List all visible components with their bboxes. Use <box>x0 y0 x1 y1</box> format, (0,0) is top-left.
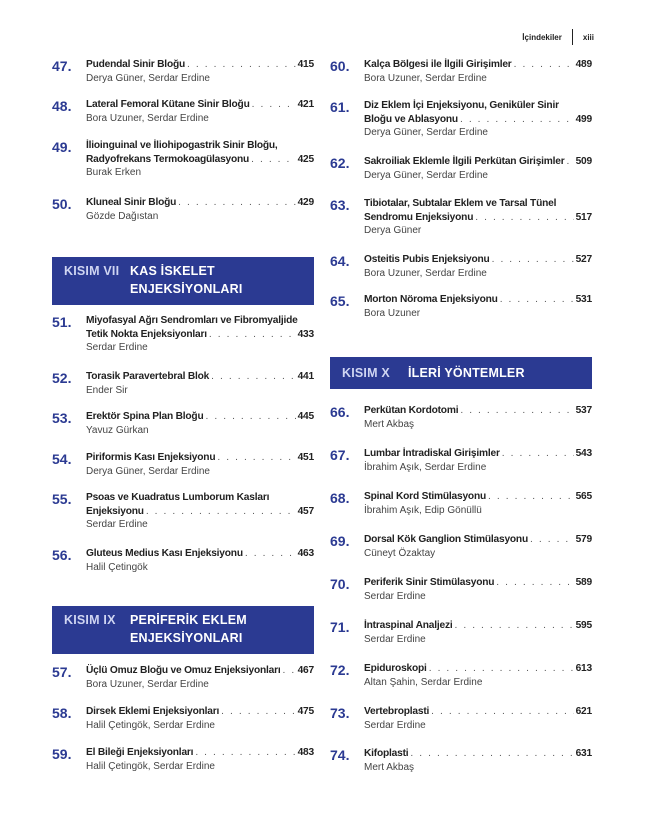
leader-dots <box>251 153 296 167</box>
leader-dots <box>431 705 573 719</box>
chapter-authors: Bora Uzuner, Serdar Erdine <box>364 267 487 279</box>
leader-dots <box>496 576 573 590</box>
toc-entry-65[interactable] <box>330 293 592 333</box>
toc-entry-70[interactable] <box>330 576 592 619</box>
chapter-number: 61. <box>330 99 350 115</box>
toc-entry-51[interactable] <box>52 314 314 370</box>
chapter-number: 67. <box>330 447 350 463</box>
chapter-title: Spinal Kord Stimülasyonu <box>364 491 486 502</box>
part-band-x <box>330 357 592 389</box>
leader-dots <box>146 505 296 519</box>
chapter-number: 58. <box>52 705 72 721</box>
chapter-authors: Bora Uzuner, Serdar Erdine <box>86 678 209 690</box>
chapter-page: 509 <box>575 156 592 167</box>
chapter-title-line1: Psoas ve Kuadratus Lumborum Kasları <box>86 492 270 503</box>
running-head: İçindekiler <box>522 32 562 42</box>
chapter-title: Periferik Sinir Stimülasyonu <box>364 577 495 588</box>
chapter-page: 499 <box>575 113 592 125</box>
chapter-page: 531 <box>575 294 592 305</box>
chapter-title: Osteitis Pubis Enjeksiyonu <box>364 254 490 265</box>
chapter-authors: Mert Akbaş <box>364 761 415 773</box>
chapter-title: Epiduroskopi <box>364 663 427 674</box>
toc-entry-62[interactable] <box>330 155 592 197</box>
part-band-ix <box>52 606 314 654</box>
toc-entry-50[interactable] <box>52 196 314 236</box>
toc-entry-54[interactable] <box>52 451 314 491</box>
chapter-number: 56. <box>52 547 72 563</box>
chapter-title: Kifoplasti <box>364 748 409 759</box>
chapter-page: 451 <box>297 452 314 463</box>
leader-dots <box>209 328 296 342</box>
chapter-title: Tetik Nokta Enjeksiyonları <box>86 328 207 340</box>
chapter-page: 421 <box>297 99 314 110</box>
chapter-authors: Burak Erken <box>86 167 142 178</box>
part-label: KISIM IX <box>64 613 116 627</box>
leader-dots <box>187 58 296 72</box>
chapter-number: 65. <box>330 293 350 309</box>
chapter-title: Enjeksiyonu <box>86 505 144 517</box>
chapter-number: 71. <box>330 619 350 635</box>
chapter-title: Sakroiliak Eklemle İlgili Perkütan Girişimler <box>364 156 565 167</box>
part-title-line1: PERİFERİK EKLEM <box>130 613 247 627</box>
chapter-authors: Derya Güner, Serdar Erdine <box>364 169 488 181</box>
chapter-authors: Halil Çetingök, Serdar Erdine <box>86 760 215 772</box>
leader-dots <box>221 705 295 719</box>
chapter-authors: Cüneyt Özaktay <box>364 547 436 559</box>
toc-entry-63[interactable] <box>330 197 592 253</box>
leader-dots <box>245 547 296 561</box>
leader-dots <box>567 155 574 169</box>
leader-dots <box>195 746 295 760</box>
leader-dots <box>217 451 295 465</box>
toc-entry-58[interactable] <box>52 705 314 746</box>
toc-entry-71[interactable] <box>330 619 592 662</box>
chapter-authors: İbrahim Aşık, Serdar Erdine <box>364 461 487 473</box>
chapter-title: Piriformis Kası Enjeksiyonu <box>86 452 216 463</box>
chapter-authors: Altan Şahin, Serdar Erdine <box>364 676 483 688</box>
toc-entry-68[interactable] <box>330 490 592 533</box>
chapter-authors: Yavuz Gürkan <box>86 424 149 436</box>
chapter-title: Perkütan Kordotomi <box>364 405 459 416</box>
chapter-number: 73. <box>330 705 350 721</box>
leader-dots <box>475 211 573 225</box>
chapter-number: 50. <box>52 196 72 212</box>
chapter-title: Bloğu ve Ablasyonu <box>364 113 458 125</box>
chapter-title: Üçlü Omuz Bloğu ve Omuz Enjeksiyonları <box>86 665 281 676</box>
chapter-number: 49. <box>52 139 72 155</box>
chapter-page: 565 <box>575 491 592 502</box>
chapter-title-line1: Tibiotalar, Subtalar Eklem ve Tarsal Tünel <box>364 198 557 209</box>
chapter-page: 489 <box>575 59 592 70</box>
chapter-title: Gluteus Medius Kası Enjeksiyonu <box>86 548 243 559</box>
leader-dots <box>410 747 573 761</box>
chapter-title: Dirsek Eklemi Enjeksiyonları <box>86 706 220 717</box>
chapter-number: 55. <box>52 491 72 507</box>
chapter-number: 54. <box>52 451 72 467</box>
part-title-line2: ENJEKSİYONLARI <box>130 282 243 296</box>
chapter-number: 53. <box>52 410 72 426</box>
chapter-authors: Ender Sir <box>86 384 128 396</box>
chapter-page: 613 <box>575 663 592 674</box>
chapter-authors: Derya Güner, Serdar Erdine <box>86 465 210 477</box>
chapter-title: Morton Nöroma Enjeksiyonu <box>364 294 498 305</box>
chapter-number: 48. <box>52 98 72 114</box>
chapter-authors: Derya Güner, Serdar Erdine <box>86 72 210 84</box>
chapter-title: Lumbar İntradiskal Girişimler <box>364 448 500 459</box>
page-header <box>522 30 594 44</box>
chapter-page: 433 <box>297 328 314 340</box>
leader-dots <box>514 58 574 72</box>
chapter-title: Erektör Spina Plan Bloğu <box>86 411 204 422</box>
chapter-page: 621 <box>575 706 592 717</box>
chapter-number: 52. <box>52 370 72 386</box>
chapter-page: 483 <box>297 747 314 758</box>
page-number: xiii <box>582 32 594 42</box>
chapter-authors: Halil Çetingök <box>86 561 148 573</box>
chapter-title: El Bileği Enjeksiyonları <box>86 747 194 758</box>
toc-entry-59[interactable] <box>52 746 314 786</box>
chapter-title: İntraspinal Analjezi <box>364 620 453 631</box>
chapter-number: 68. <box>330 490 350 506</box>
chapter-number: 51. <box>52 314 72 330</box>
chapter-authors: Serdar Erdine <box>364 719 426 731</box>
chapter-number: 60. <box>330 58 350 74</box>
chapter-page: 467 <box>297 665 314 676</box>
toc-entry-48[interactable] <box>52 98 314 139</box>
leader-dots <box>502 447 574 461</box>
chapter-title: Radyofrekans Termokoagülasyonu <box>86 153 250 165</box>
part-title-line2: ENJEKSİYONLARI <box>130 631 243 645</box>
chapter-page: 463 <box>297 548 314 559</box>
toc-entry-47[interactable] <box>52 58 314 98</box>
chapter-authors: Serdar Erdine <box>364 590 426 602</box>
chapter-page: 517 <box>575 211 592 223</box>
leader-dots <box>429 662 574 676</box>
chapter-page: 543 <box>575 448 592 459</box>
toc-entry-73[interactable] <box>330 705 592 747</box>
chapter-number: 72. <box>330 662 350 678</box>
toc-entry-67[interactable] <box>330 447 592 490</box>
chapter-number: 62. <box>330 155 350 171</box>
leader-dots <box>205 410 295 424</box>
toc-entry-56[interactable] <box>52 547 314 587</box>
chapter-page: 425 <box>297 153 314 165</box>
leader-dots <box>460 404 573 418</box>
chapter-authors: Derya Güner, Serdar Erdine <box>364 127 488 138</box>
chapter-title: Kalça Bölgesi ile İlgili Girişimler <box>364 59 512 70</box>
chapter-title: Kluneal Sinir Bloğu <box>86 197 177 208</box>
chapter-page: 457 <box>297 505 314 517</box>
chapter-authors: Halil Çetingök, Serdar Erdine <box>86 719 215 731</box>
leader-dots <box>252 98 296 112</box>
part-label: KISIM X <box>342 366 390 380</box>
chapter-number: 63. <box>330 197 350 213</box>
chapter-page: 527 <box>575 254 592 265</box>
chapter-authors: İbrahim Aşık, Edip Gönüllü <box>364 504 482 516</box>
leader-dots <box>283 664 296 678</box>
chapter-page: 595 <box>575 620 592 631</box>
chapter-title-line1: Diz Eklem İçi Enjeksiyonu, Geniküler Sinir <box>364 100 559 111</box>
chapter-title: Pudendal Sinir Bloğu <box>86 59 186 70</box>
chapter-number: 70. <box>330 576 350 592</box>
toc-column-right <box>330 58 592 787</box>
chapter-authors: Serdar Erdine <box>364 633 426 645</box>
chapter-number: 64. <box>330 253 350 269</box>
chapter-title: Lateral Femoral Kütane Sinir Bloğu <box>86 99 250 110</box>
chapter-authors: Derya Güner <box>364 225 422 236</box>
chapter-authors: Bora Uzuner, Serdar Erdine <box>86 112 209 124</box>
chapter-page: 631 <box>575 748 592 759</box>
chapter-number: 74. <box>330 747 350 763</box>
toc-entry-66[interactable] <box>330 404 592 447</box>
chapter-page: 589 <box>575 577 592 588</box>
toc-entry-49[interactable] <box>52 139 314 196</box>
chapter-number: 57. <box>52 664 72 680</box>
chapter-authors: Gözde Dağıstan <box>86 210 159 222</box>
chapter-title: Dorsal Kök Ganglion Stimülasyonu <box>364 534 528 545</box>
leader-dots <box>500 293 574 307</box>
toc-column-left <box>52 58 314 786</box>
chapter-title: Sendromu Enjeksiyonu <box>364 211 474 223</box>
leader-dots <box>211 370 295 384</box>
toc-entry-69[interactable] <box>330 533 592 576</box>
chapter-number: 59. <box>52 746 72 762</box>
leader-dots <box>488 490 574 504</box>
leader-dots <box>492 253 574 267</box>
leader-dots <box>530 533 574 547</box>
part-label: KISIM VII <box>64 264 120 278</box>
toc-entry-57[interactable] <box>52 664 314 705</box>
chapter-page: 579 <box>575 534 592 545</box>
leader-dots <box>454 619 573 633</box>
header-divider <box>572 29 573 45</box>
chapter-page: 475 <box>297 706 314 717</box>
chapter-authors: Serdar Erdine <box>86 342 148 353</box>
toc-entry-61[interactable] <box>330 99 592 155</box>
toc-entry-74[interactable] <box>330 747 592 787</box>
part-title-line1: İLERİ YÖNTEMLER <box>408 366 525 380</box>
part-band-vii <box>52 257 314 305</box>
toc-entry-52[interactable] <box>52 370 314 410</box>
toc-entry-64[interactable] <box>330 253 592 293</box>
leader-dots <box>178 196 295 210</box>
chapter-title: Torasik Paravertebral Blok <box>86 371 210 382</box>
toc-entry-55[interactable] <box>52 491 314 547</box>
chapter-page: 441 <box>297 371 314 382</box>
chapter-page: 445 <box>297 411 314 422</box>
chapter-page: 415 <box>297 59 314 70</box>
chapter-authors: Mert Akbaş <box>364 418 415 430</box>
toc-entry-72[interactable] <box>330 662 592 705</box>
chapter-number: 47. <box>52 58 72 74</box>
chapter-authors: Bora Uzuner, Serdar Erdine <box>364 72 487 84</box>
chapter-title-line1: İlioinguinal ve İliohipogastrik Sinir Bloğu, <box>86 140 278 151</box>
toc-entry-53[interactable] <box>52 410 314 451</box>
chapter-title-line1: Miyofasyal Ağrı Sendromları ve Fibromyaljide <box>86 315 298 326</box>
leader-dots <box>460 113 574 127</box>
toc-entry-60[interactable] <box>330 58 592 99</box>
chapter-number: 69. <box>330 533 350 549</box>
chapter-page: 537 <box>575 405 592 416</box>
chapter-page: 429 <box>297 197 314 208</box>
chapter-authors: Bora Uzuner <box>364 307 421 319</box>
chapter-title: Vertebroplasti <box>364 706 430 717</box>
chapter-number: 66. <box>330 404 350 420</box>
chapter-authors: Serdar Erdine <box>86 519 148 530</box>
part-title-line1: KAS İSKELET <box>130 264 215 278</box>
